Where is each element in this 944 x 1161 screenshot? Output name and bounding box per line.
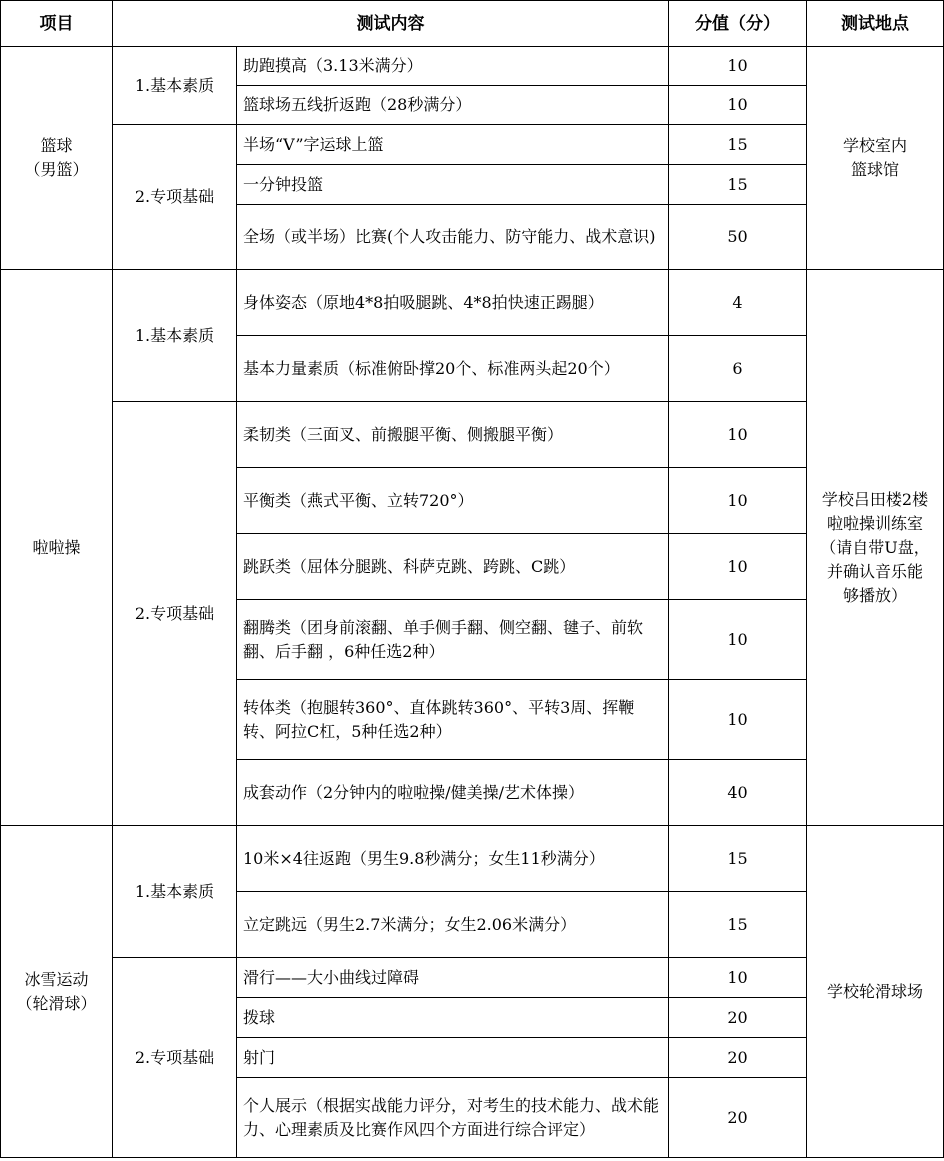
- table-row: [1, 125, 944, 165]
- location-cell: 学校室内 篮球馆: [807, 47, 944, 270]
- score-cell: 20: [669, 1078, 807, 1158]
- table-row: [1, 958, 944, 998]
- score-cell: 10: [669, 958, 807, 998]
- table-row: [1, 402, 944, 468]
- score-cell: 10: [669, 402, 807, 468]
- score-cell: 20: [669, 1038, 807, 1078]
- project-cell: 冰雪运动 （轮滑球）: [1, 826, 113, 1158]
- test-item-cell: 滑行——大小曲线过障碍: [237, 958, 669, 998]
- test-item-cell: 平衡类（燕式平衡、立转720°）: [237, 468, 669, 534]
- category-cell: 2.专项基础: [113, 402, 237, 826]
- header-row: [1, 1, 944, 47]
- test-item-cell: 成套动作（2分钟内的啦啦操/健美操/艺术体操）: [237, 760, 669, 826]
- test-item-cell: 个人展示（根据实战能力评分，对考生的技术能力、战术能力、心理素质及比赛作风四个方面进行综合评定）: [237, 1078, 669, 1158]
- test-item-cell: 10米×4往返跑（男生9.8秒满分；女生11秒满分）: [237, 826, 669, 892]
- category-cell: 1.基本素质: [113, 47, 237, 125]
- score-cell: 10: [669, 468, 807, 534]
- score-cell: 15: [669, 892, 807, 958]
- score-cell: 6: [669, 336, 807, 402]
- header-score: 分值（分）: [669, 1, 807, 47]
- score-cell: 10: [669, 600, 807, 680]
- project-cell: 啦啦操: [1, 270, 113, 826]
- score-cell: 50: [669, 205, 807, 270]
- test-item-cell: 全场（或半场）比赛(个人攻击能力、防守能力、战术意识): [237, 205, 669, 270]
- category-cell: 1.基本素质: [113, 270, 237, 402]
- location-cell: 学校轮滑球场: [807, 826, 944, 1158]
- test-item-cell: 柔韧类（三面叉、前搬腿平衡、侧搬腿平衡）: [237, 402, 669, 468]
- test-item-cell: 跳跃类（屈体分腿跳、科萨克跳、跨跳、C跳）: [237, 534, 669, 600]
- category-cell: 1.基本素质: [113, 826, 237, 958]
- table-row: [1, 270, 944, 336]
- header-location: 测试地点: [807, 1, 944, 47]
- score-cell: 15: [669, 125, 807, 165]
- category-cell: 2.专项基础: [113, 958, 237, 1158]
- score-cell: 40: [669, 760, 807, 826]
- table-row: [1, 47, 944, 86]
- table-body: [1, 47, 944, 1158]
- test-item-cell: 转体类（抱腿转360°、直体跳转360°、平转3周、挥鞭转、阿拉C杠，5种任选2种）: [237, 680, 669, 760]
- test-item-cell: 半场“V”字运球上篮: [237, 125, 669, 165]
- test-item-cell: 拨球: [237, 998, 669, 1038]
- test-item-cell: 基本力量素质（标准俯卧撑20个、标准两头起20个）: [237, 336, 669, 402]
- score-cell: 10: [669, 86, 807, 125]
- test-item-cell: 射门: [237, 1038, 669, 1078]
- score-cell: 15: [669, 826, 807, 892]
- score-cell: 10: [669, 680, 807, 760]
- score-cell: 10: [669, 47, 807, 86]
- header-project: 项目: [1, 1, 113, 47]
- score-cell: 20: [669, 998, 807, 1038]
- test-item-cell: 身体姿态（原地4*8拍吸腿跳、4*8拍快速正踢腿）: [237, 270, 669, 336]
- test-item-cell: 助跑摸高（3.13米满分）: [237, 47, 669, 86]
- score-cell: 10: [669, 534, 807, 600]
- test-item-cell: 立定跳远（男生2.7米满分；女生2.06米满分）: [237, 892, 669, 958]
- score-cell: 4: [669, 270, 807, 336]
- test-item-cell: 一分钟投篮: [237, 165, 669, 205]
- test-item-cell: 篮球场五线折返跑（28秒满分）: [237, 86, 669, 125]
- score-cell: 15: [669, 165, 807, 205]
- test-item-cell: 翻腾类（团身前滚翻、单手侧手翻、侧空翻、毽子、前软翻、后手翻 ，6种任选2种）: [237, 600, 669, 680]
- table-row: [1, 826, 944, 892]
- header-content: 测试内容: [113, 1, 669, 47]
- location-cell: 学校吕田楼2楼 啦啦操训练室 （请自带U盘， 并确认音乐能 够播放）: [807, 270, 944, 826]
- category-cell: 2.专项基础: [113, 125, 237, 270]
- project-cell: 篮球 （男篮）: [1, 47, 113, 270]
